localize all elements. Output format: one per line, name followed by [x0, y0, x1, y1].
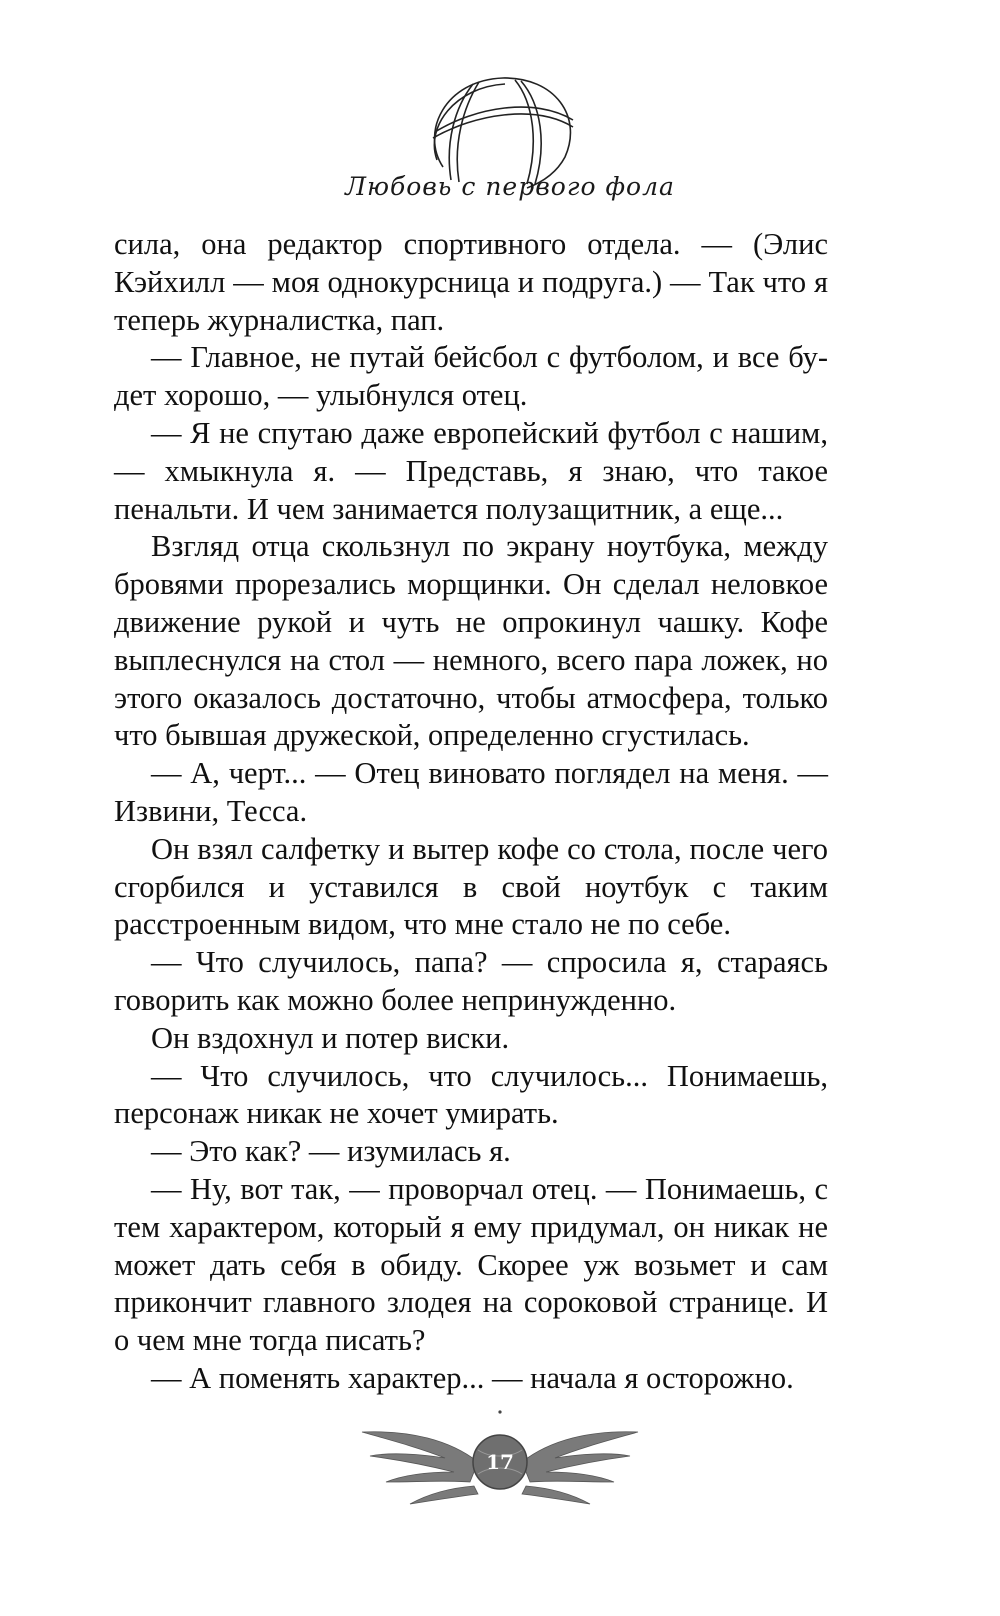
paragraph: — Что случилось, папа? — спросила я, стараясь говорить как можно более непринужденно. — [114, 945, 828, 1017]
paragraph: — Главное, не путай бейсбол с футболом, и все будет хорошо, — улыбнулся отец. — [114, 340, 828, 413]
paragraph: — Это как? — изумилась я. — [151, 1134, 511, 1169]
paragraph: Он вздохнул и потер виски. — [151, 1020, 510, 1055]
paragraph: — А, черт... — Отец виновато поглядел на меня. — Извини, Тесса. — [114, 756, 828, 828]
page-footer — [350, 1400, 650, 1540]
running-title: Любовь с первого фола — [345, 172, 675, 201]
paragraph: Взгляд отца скользнул по экрану ноутбука, между бровями прорезались морщинки. Он сделал неловкое движение рукой и чуть не опрокинул чашку. Кофе выплеснулся на стол — немного, всего пара ложек, но этого оказалось достаточно, чтобы атмосфера, только что бывшая дружеской, определенно сгустилась. — [114, 529, 828, 753]
paragraph: — Что случилось, что случилось... Понимаешь, персонаж никак не хочет умирать. — [114, 1058, 828, 1131]
paragraph: — А поменять характер... — начала я осторожно. — [151, 1360, 794, 1395]
page-header — [0, 0, 1000, 240]
page-number: 17 — [486, 1450, 514, 1474]
paragraph: — Ну, вот так, — проворчал отец. — Понимаешь, с тем характером, который я ему придумал, он никак не может дать себя в обиду. Скорее уж возьмет и сам прикончит главного злодея на сороковой странице. И о чем мне тогда писать? — [114, 1171, 828, 1358]
paragraph: — Я не спутаю даже европейский футбол с нашим, — хмыкнула я. — Представь, я знаю, что такое пенальти. И чем занимается полузащитник, а еще... — [114, 415, 828, 526]
body-text — [114, 226, 828, 1398]
paragraph: сила, она редактор спортивного отдела. — (Элис Кэйхилл — моя однокурсница и подруга.) — Так что я теперь журналистка, пап. — [114, 227, 828, 337]
paragraph: Он взял салфетку и вытер кофе со стола, после чего сгорбился и уставился в свой ноутбук с таким расстроенным видом, что мне стало не по себе. — [114, 831, 828, 942]
